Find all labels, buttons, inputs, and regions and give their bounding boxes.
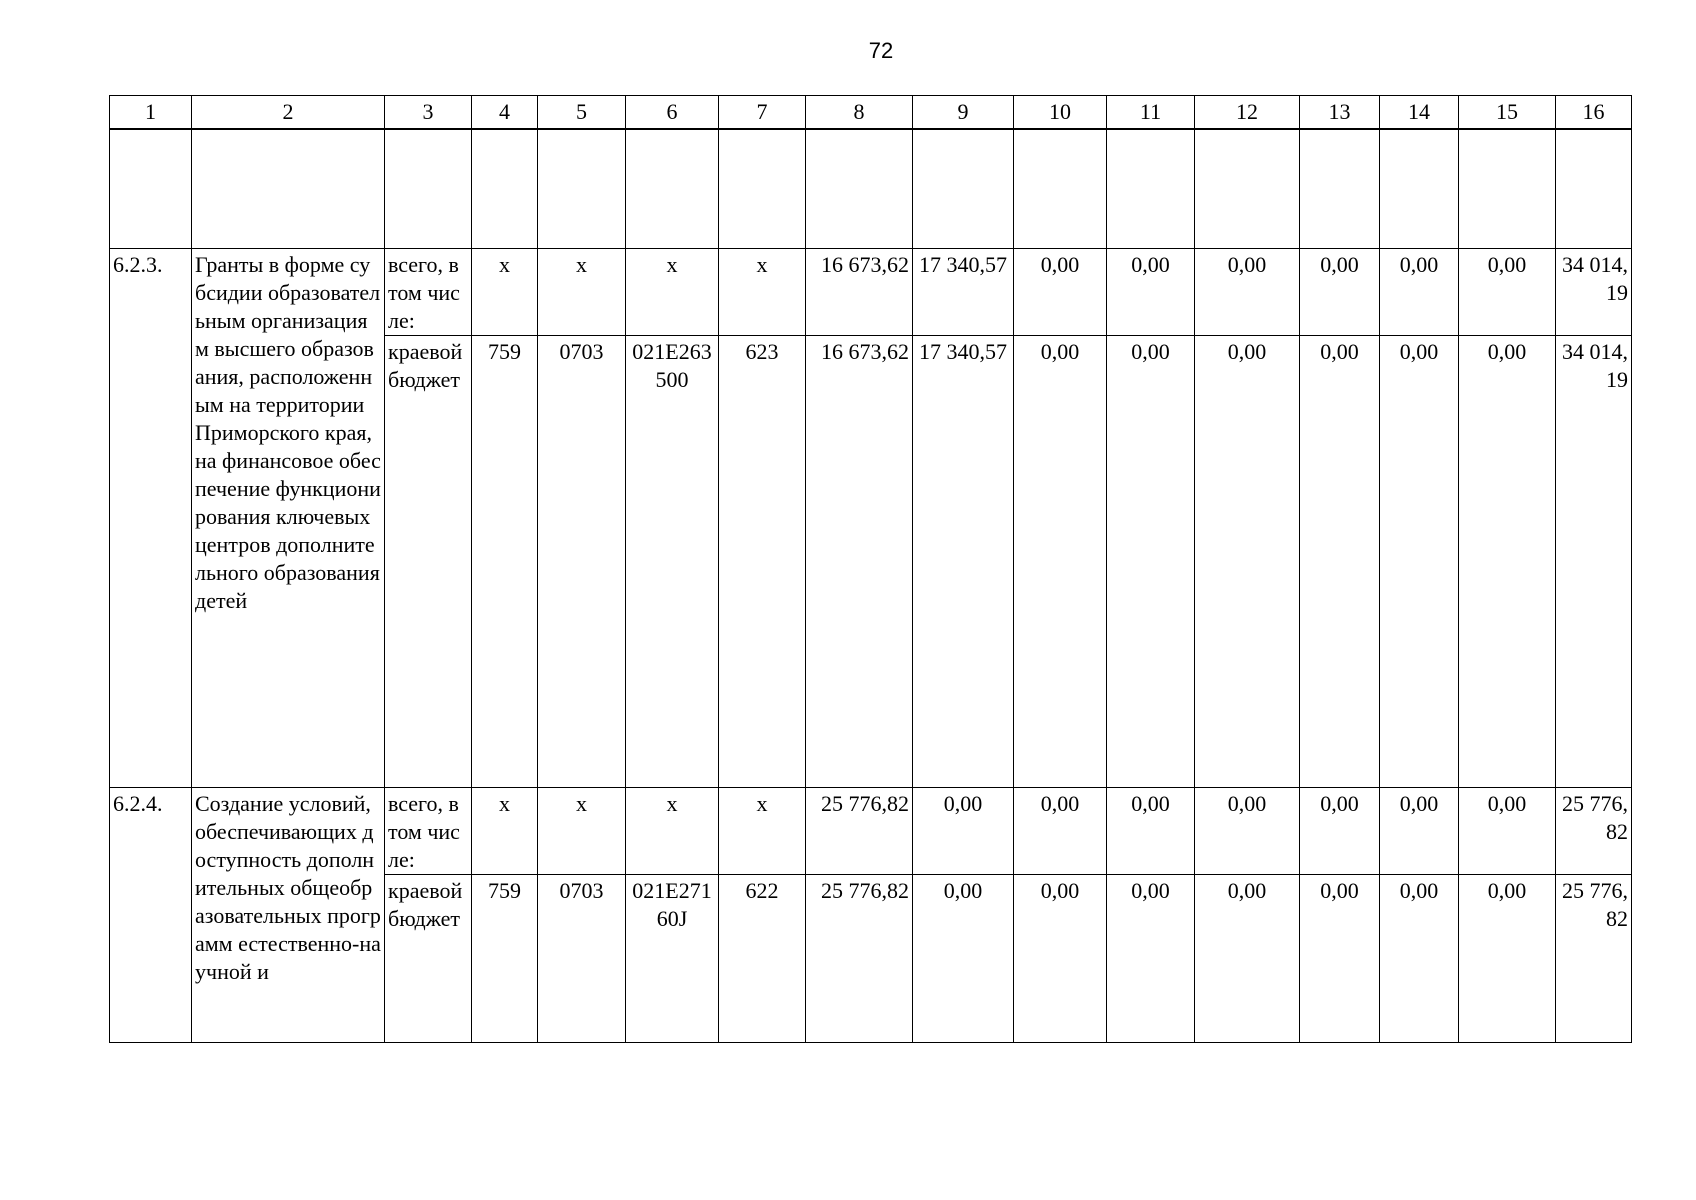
column-number: 1 xyxy=(110,96,192,130)
column-number-row xyxy=(110,96,1632,130)
column-number: 10 xyxy=(1014,96,1107,130)
cell-c7: x xyxy=(719,788,806,875)
cell-c10: 0,00 xyxy=(1014,336,1107,788)
cell-c13: 0,00 xyxy=(1300,875,1380,1043)
column-number: 9 xyxy=(913,96,1014,130)
row-code: 6.2.3. xyxy=(110,249,192,788)
column-number: 4 xyxy=(472,96,538,130)
row-code: 6.2.4. xyxy=(110,788,192,1043)
cell-c5: 0703 xyxy=(538,336,626,788)
cell-c8: 16 673,62 xyxy=(806,249,913,336)
cell-c13: 0,00 xyxy=(1300,249,1380,336)
row-name: Создание условий, обеспечивающих доступность дополнительных общеобразовательных программ естественно-научной и xyxy=(192,788,385,1043)
cell-c16: 34 014,19 xyxy=(1556,249,1632,336)
cell-c4: 759 xyxy=(472,875,538,1043)
cell-c11: 0,00 xyxy=(1107,875,1195,1043)
budget-table xyxy=(109,95,1632,1043)
cell-c12: 0,00 xyxy=(1195,249,1300,336)
cell-c14: 0,00 xyxy=(1380,788,1459,875)
cell-c10: 0,00 xyxy=(1014,875,1107,1043)
cell-c8: 25 776,82 xyxy=(806,875,913,1043)
cell-c7: x xyxy=(719,249,806,336)
cell-c7: 622 xyxy=(719,875,806,1043)
cell-c5: x xyxy=(538,788,626,875)
table-row xyxy=(110,788,1632,875)
cell-c5: x xyxy=(538,249,626,336)
cell-c12: 0,00 xyxy=(1195,788,1300,875)
column-number: 13 xyxy=(1300,96,1380,130)
column-number: 2 xyxy=(192,96,385,130)
cell-c13: 0,00 xyxy=(1300,336,1380,788)
column-number: 15 xyxy=(1459,96,1556,130)
cell-c11: 0,00 xyxy=(1107,249,1195,336)
cell-c16: 25 776,82 xyxy=(1556,788,1632,875)
cell-c9: 0,00 xyxy=(913,875,1014,1043)
cell-c13: 0,00 xyxy=(1300,788,1380,875)
cell-c14: 0,00 xyxy=(1380,875,1459,1043)
cell-c15: 0,00 xyxy=(1459,336,1556,788)
cell-c14: 0,00 xyxy=(1380,336,1459,788)
row-name: Гранты в форме субсидии образовательным организациям высшего образования, расположенным на территории Приморского края, на финансовое обеспечение функционирования ключевых центров дополнительного образования детей xyxy=(192,249,385,788)
cell-c7: 623 xyxy=(719,336,806,788)
column-number: 7 xyxy=(719,96,806,130)
column-number: 6 xyxy=(626,96,719,130)
cell-c6: 021E263500 xyxy=(626,336,719,788)
cell-c4: 759 xyxy=(472,336,538,788)
cell-c6: x xyxy=(626,788,719,875)
cell-c4: x xyxy=(472,788,538,875)
cell-c11: 0,00 xyxy=(1107,336,1195,788)
funding-source: всего, в том числе: xyxy=(385,788,472,875)
column-number: 16 xyxy=(1556,96,1632,130)
cell-c9: 17 340,57 xyxy=(913,249,1014,336)
cell-c8: 25 776,82 xyxy=(806,788,913,875)
table-row xyxy=(110,249,1632,336)
cell-c15: 0,00 xyxy=(1459,875,1556,1043)
cell-c10: 0,00 xyxy=(1014,249,1107,336)
cell-c9: 17 340,57 xyxy=(913,336,1014,788)
cell-c4: x xyxy=(472,249,538,336)
column-number: 3 xyxy=(385,96,472,130)
cell-c6: x xyxy=(626,249,719,336)
cell-c14: 0,00 xyxy=(1380,249,1459,336)
cell-c6: 021E27160J xyxy=(626,875,719,1043)
cell-c11: 0,00 xyxy=(1107,788,1195,875)
cell-c12: 0,00 xyxy=(1195,875,1300,1043)
column-number: 14 xyxy=(1380,96,1459,130)
column-number: 8 xyxy=(806,96,913,130)
cell-c12: 0,00 xyxy=(1195,336,1300,788)
column-number: 5 xyxy=(538,96,626,130)
cell-c9: 0,00 xyxy=(913,788,1014,875)
cell-c8: 16 673,62 xyxy=(806,336,913,788)
column-number: 11 xyxy=(1107,96,1195,130)
blank-continuation-row xyxy=(110,129,1632,249)
cell-c16: 34 014,19 xyxy=(1556,336,1632,788)
funding-source: всего, в том числе: xyxy=(385,249,472,336)
cell-c15: 0,00 xyxy=(1459,788,1556,875)
cell-c5: 0703 xyxy=(538,875,626,1043)
funding-source: краевой бюджет xyxy=(385,336,472,788)
funding-source: краевой бюджет xyxy=(385,875,472,1043)
cell-c10: 0,00 xyxy=(1014,788,1107,875)
cell-c15: 0,00 xyxy=(1459,249,1556,336)
page-number: 72 xyxy=(868,38,894,63)
cell-c16: 25 776,82 xyxy=(1556,875,1632,1043)
column-number: 12 xyxy=(1195,96,1300,130)
